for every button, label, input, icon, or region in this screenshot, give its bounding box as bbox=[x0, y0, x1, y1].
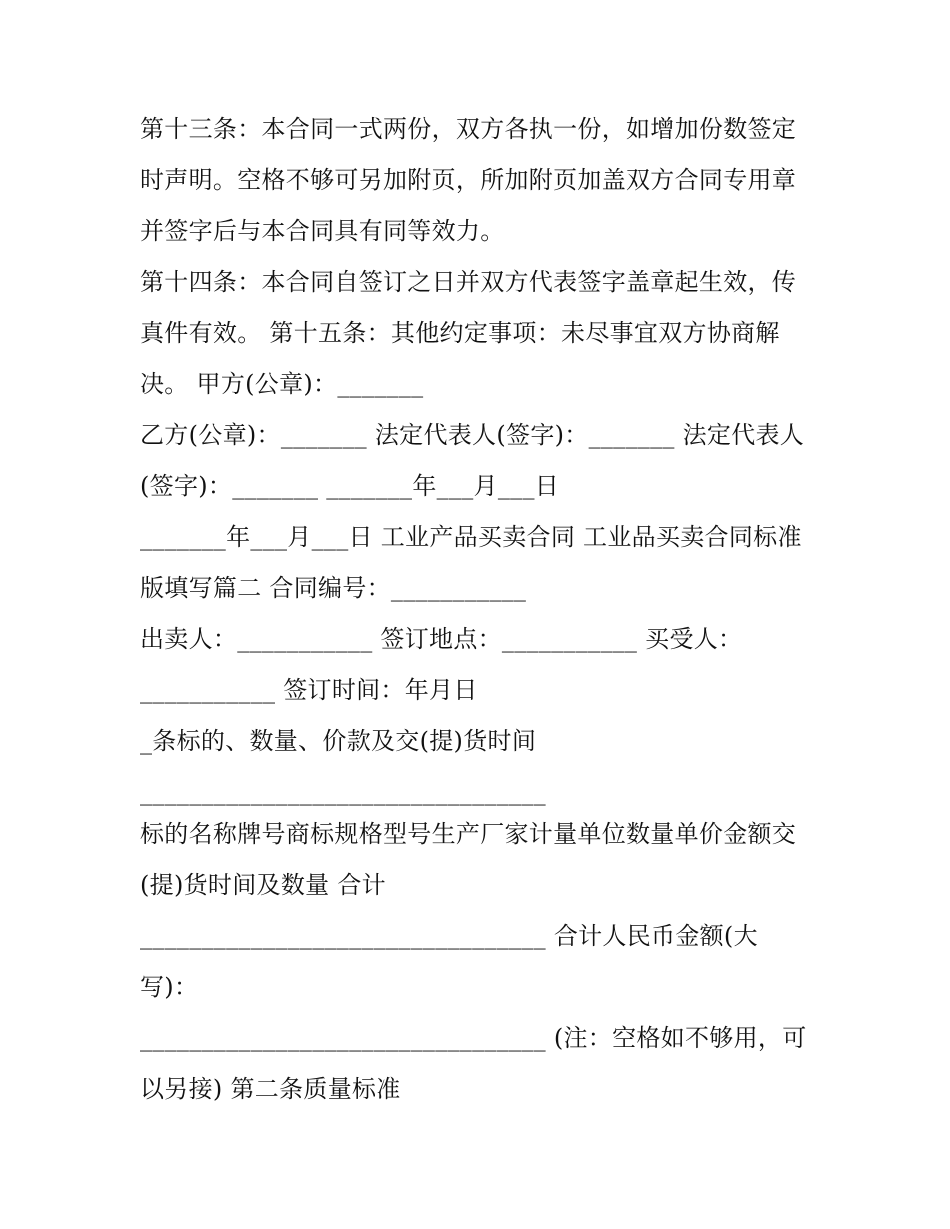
text-line: _______年___月___日 工业产品买卖合同 工业品买卖合同标准 bbox=[140, 523, 802, 551]
text-line: 时声明。空格不够可另加附页，所加附页加盖双方合同专用章 bbox=[140, 166, 797, 194]
text-line: _________________________________ 合计人民币金额(大 bbox=[140, 922, 758, 950]
text-line: (签字)：_______ _______年___月___日 bbox=[140, 472, 560, 500]
text-line: 版填写篇二 合同编号：___________ bbox=[140, 574, 527, 602]
text-line: 第十三条：本合同一式两份，双方各执一份，如增加份数签定 bbox=[140, 115, 797, 143]
text-line: 写)： bbox=[140, 973, 199, 1001]
text-line: 以另接) 第二条质量标准 bbox=[140, 1075, 401, 1103]
text-line: 决。 甲方(公章)：_______ bbox=[140, 370, 424, 398]
text-line: ___________ 签订时间：年月日 bbox=[140, 676, 478, 704]
text-line: 乙方(公章)：_______ 法定代表人(签字)：_______ 法定代表人 bbox=[140, 421, 805, 449]
text-line: 并签字后与本合同具有同等效力。 bbox=[140, 217, 505, 245]
text-line: _条标的、数量、价款及交(提)货时间 bbox=[140, 727, 537, 755]
text-line: 第十四条：本合同自签订之日并双方代表签字盖章起生效，传 bbox=[140, 268, 797, 296]
text-line: 标的名称牌号商标规格型号生产厂家计量单位数量单价金额交 bbox=[140, 820, 797, 848]
text-line: _________________________________ bbox=[140, 778, 546, 806]
text-line: (提)货时间及数量 合计 bbox=[140, 871, 386, 899]
text-line: _________________________________ (注：空格如不够用，可 bbox=[140, 1024, 807, 1052]
text-line: 出卖人：___________ 签订地点：___________ 买受人： bbox=[140, 625, 743, 653]
text-line: 真件有效。 第十五条：其他约定事项：未尽事宜双方协商解 bbox=[140, 319, 780, 347]
